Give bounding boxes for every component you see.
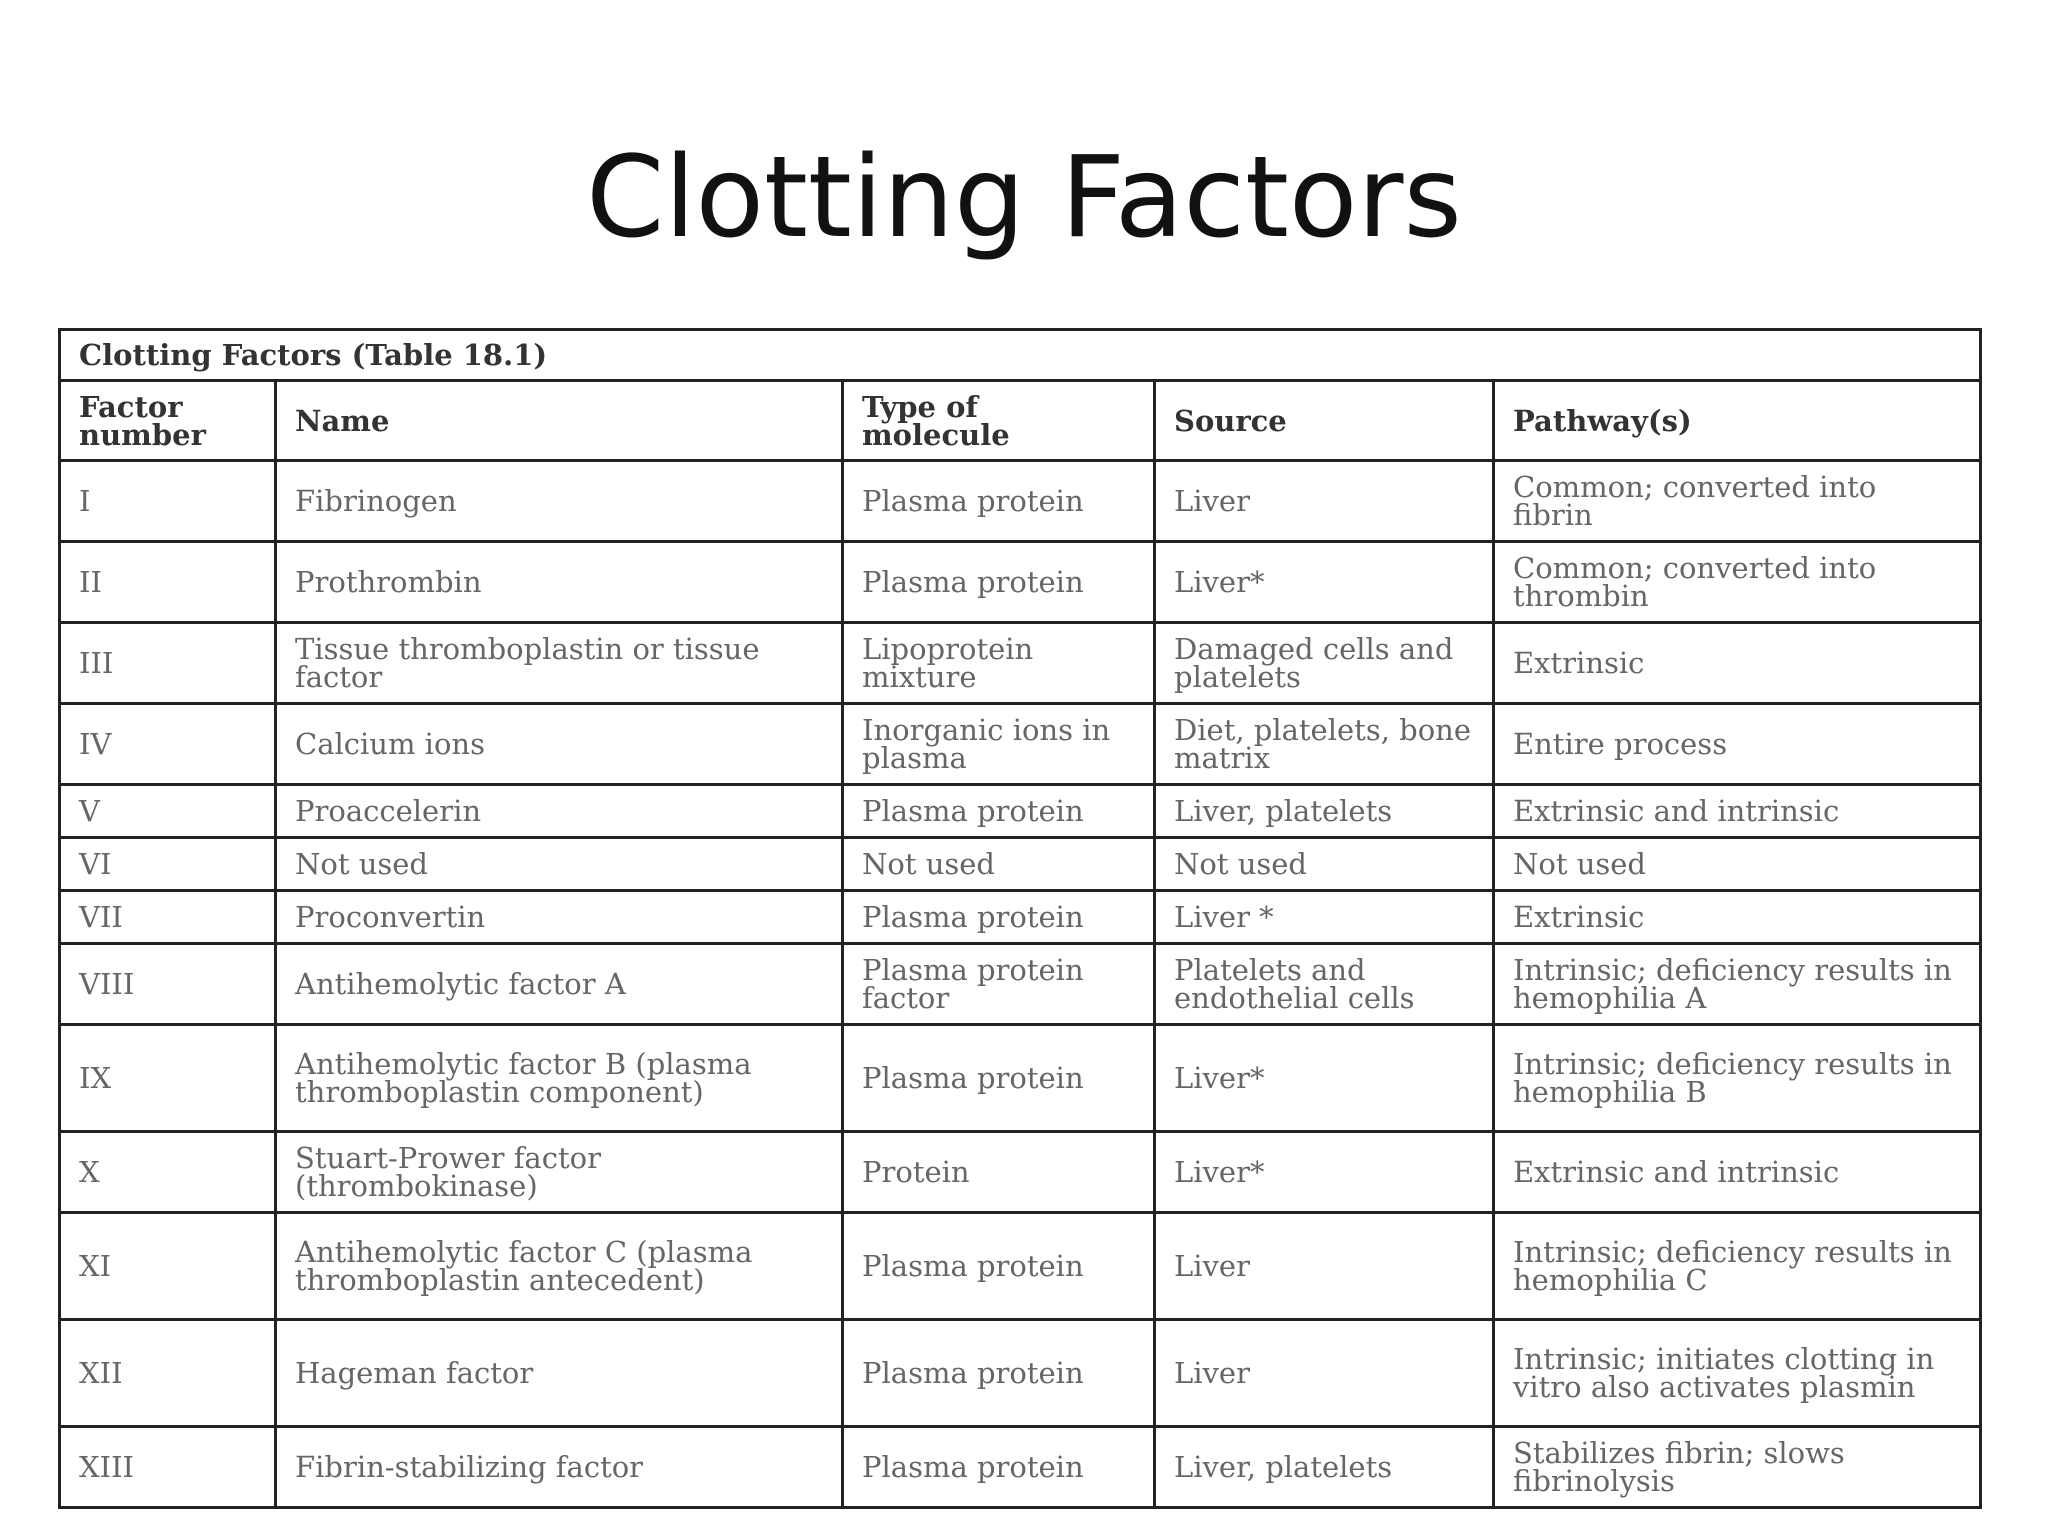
table-row <box>60 1132 1981 1213</box>
cell-name: Not used <box>276 838 843 891</box>
table-row <box>60 623 1981 704</box>
cell-source: Liver* <box>1155 1025 1494 1132</box>
table-row <box>60 461 1981 542</box>
header-pathways: Pathway(s) <box>1494 381 1981 461</box>
table-row <box>60 891 1981 944</box>
cell-pathways: Intrinsic; deficiency results in hemophilia A <box>1494 944 1981 1025</box>
cell-source: Liver* <box>1155 1132 1494 1213</box>
cell-pathways: Extrinsic and intrinsic <box>1494 785 1981 838</box>
cell-name: Prothrombin <box>276 542 843 623</box>
cell-pathways: Extrinsic <box>1494 623 1981 704</box>
cell-type-of-molecule: Not used <box>843 838 1155 891</box>
cell-factor-number: IX <box>60 1025 276 1132</box>
table-body <box>60 461 1981 1508</box>
table-row <box>60 704 1981 785</box>
cell-factor-number: VIII <box>60 944 276 1025</box>
cell-name: Proaccelerin <box>276 785 843 838</box>
cell-factor-number: I <box>60 461 276 542</box>
table-row <box>60 944 1981 1025</box>
cell-type-of-molecule: Plasma protein <box>843 1213 1155 1320</box>
clotting-factors-table-container <box>58 328 1979 1509</box>
clotting-factors-table <box>58 328 1982 1509</box>
cell-source: Platelets and endothelial cells <box>1155 944 1494 1025</box>
table-row <box>60 1025 1981 1132</box>
cell-name: Fibrin-stabilizing factor <box>276 1427 843 1508</box>
cell-factor-number: VII <box>60 891 276 944</box>
cell-type-of-molecule: Plasma protein <box>843 1025 1155 1132</box>
cell-type-of-molecule: Plasma protein <box>843 891 1155 944</box>
table-caption: Clotting Factors (Table 18.1) <box>60 330 1981 381</box>
cell-factor-number: II <box>60 542 276 623</box>
cell-pathways: Stabilizes fibrin; slows fibrinolysis <box>1494 1427 1981 1508</box>
cell-factor-number: VI <box>60 838 276 891</box>
cell-source: Diet, platelets, bone matrix <box>1155 704 1494 785</box>
cell-type-of-molecule: Plasma protein factor <box>843 944 1155 1025</box>
cell-type-of-molecule: Inorganic ions in plasma <box>843 704 1155 785</box>
cell-name: Antihemolytic factor C (plasma thromboplastin antecedent) <box>276 1213 843 1320</box>
cell-factor-number: III <box>60 623 276 704</box>
cell-factor-number: XII <box>60 1320 276 1427</box>
header-source: Source <box>1155 381 1494 461</box>
table-row <box>60 785 1981 838</box>
cell-name: Stuart-Prower factor (thrombokinase) <box>276 1132 843 1213</box>
cell-pathways: Not used <box>1494 838 1981 891</box>
cell-source: Liver* <box>1155 542 1494 623</box>
cell-source: Damaged cells and platelets <box>1155 623 1494 704</box>
cell-type-of-molecule: Protein <box>843 1132 1155 1213</box>
cell-factor-number: V <box>60 785 276 838</box>
cell-source: Liver, platelets <box>1155 785 1494 838</box>
cell-type-of-molecule: Lipoprotein mixture <box>843 623 1155 704</box>
cell-pathways: Common; converted into fibrin <box>1494 461 1981 542</box>
cell-type-of-molecule: Plasma protein <box>843 785 1155 838</box>
table-row <box>60 1320 1981 1427</box>
cell-pathways: Extrinsic <box>1494 891 1981 944</box>
cell-name: Calcium ions <box>276 704 843 785</box>
cell-source: Liver * <box>1155 891 1494 944</box>
cell-type-of-molecule: Plasma protein <box>843 1320 1155 1427</box>
cell-factor-number: XI <box>60 1213 276 1320</box>
cell-factor-number: X <box>60 1132 276 1213</box>
cell-factor-number: XIII <box>60 1427 276 1508</box>
cell-name: Antihemolytic factor A <box>276 944 843 1025</box>
table-row <box>60 1427 1981 1508</box>
cell-pathways: Intrinsic; deficiency results in hemophilia B <box>1494 1025 1981 1132</box>
cell-name: Tissue thromboplastin or tissue factor <box>276 623 843 704</box>
cell-pathways: Intrinsic; deficiency results in hemophilia C <box>1494 1213 1981 1320</box>
table-header-row <box>60 381 1981 461</box>
cell-name: Proconvertin <box>276 891 843 944</box>
cell-type-of-molecule: Plasma protein <box>843 461 1155 542</box>
cell-source: Liver, platelets <box>1155 1427 1494 1508</box>
slide-title: Clotting Factors <box>586 133 1462 263</box>
cell-type-of-molecule: Plasma protein <box>843 1427 1155 1508</box>
header-factor-number: Factor number <box>60 381 276 461</box>
header-type-of-molecule: Type of molecule <box>843 381 1155 461</box>
cell-name: Fibrinogen <box>276 461 843 542</box>
table-row <box>60 542 1981 623</box>
cell-pathways: Extrinsic and intrinsic <box>1494 1132 1981 1213</box>
cell-pathways: Entire process <box>1494 704 1981 785</box>
table-caption-row <box>60 330 1981 381</box>
cell-source: Liver <box>1155 461 1494 542</box>
cell-source: Liver <box>1155 1213 1494 1320</box>
cell-factor-number: IV <box>60 704 276 785</box>
cell-type-of-molecule: Plasma protein <box>843 542 1155 623</box>
cell-source: Not used <box>1155 838 1494 891</box>
table-row <box>60 1213 1981 1320</box>
cell-name: Antihemolytic factor B (plasma thromboplastin component) <box>276 1025 843 1132</box>
cell-name: Hageman factor <box>276 1320 843 1427</box>
cell-source: Liver <box>1155 1320 1494 1427</box>
table-row <box>60 838 1981 891</box>
cell-pathways: Common; converted into thrombin <box>1494 542 1981 623</box>
cell-pathways: Intrinsic; initiates clotting in vitro also activates plasmin <box>1494 1320 1981 1427</box>
header-name: Name <box>276 381 843 461</box>
